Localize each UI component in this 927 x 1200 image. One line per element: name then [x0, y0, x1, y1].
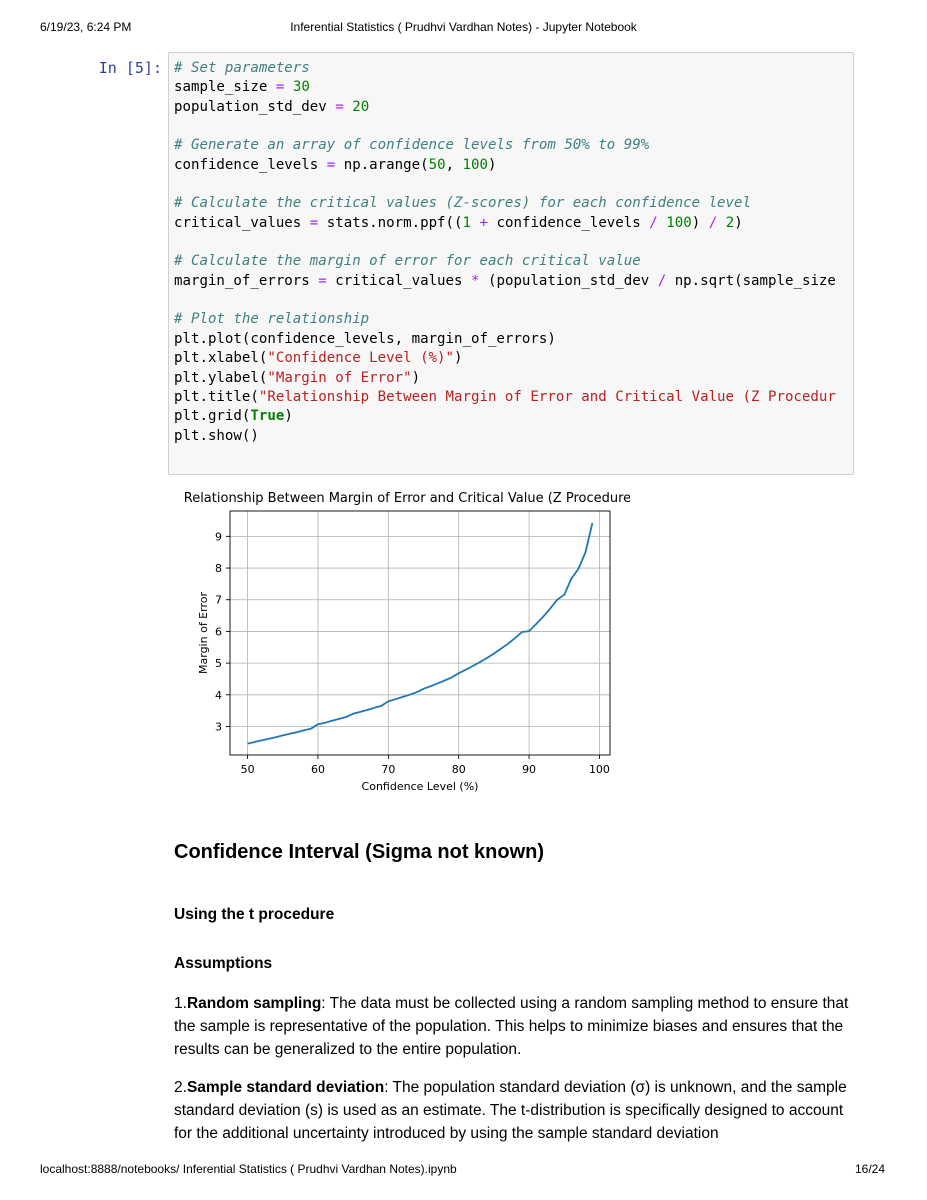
code-line — [174, 369, 853, 388]
code-token: "Margin of Error" — [267, 369, 412, 386]
code-line — [174, 272, 853, 291]
code-token: np.arange( — [335, 156, 429, 173]
code-editor[interactable] — [169, 53, 853, 446]
code-token: "Confidence Level (%)" — [267, 350, 455, 367]
x-tick-label: 90 — [522, 763, 537, 776]
code-token: / — [708, 214, 718, 231]
code-token: / — [657, 272, 667, 289]
x-tick-label: 100 — [588, 763, 610, 776]
section-heading: Confidence Interval (Sigma not known) — [174, 841, 545, 863]
code-token — [658, 215, 667, 231]
code-token: ) — [488, 156, 497, 173]
code-line — [174, 59, 853, 78]
code-line — [174, 427, 853, 446]
y-tick-label: 5 — [215, 657, 222, 671]
series-line — [248, 523, 593, 744]
list-number: 1. — [174, 995, 187, 1012]
x-tick-label: 50 — [240, 763, 255, 776]
code-token: # Calculate the margin of error for each critical value — [174, 253, 641, 270]
y-tick-label: 4 — [215, 688, 222, 702]
code-token: True — [250, 408, 285, 425]
code-token: stats.norm.ppf(( — [318, 214, 463, 231]
chart-title: Relationship Between Margin of Error and Critical Value (Z Procedure) — [183, 491, 630, 506]
x-tick-label: 70 — [381, 763, 396, 776]
code-token: # Generate an array of confidence levels from 50% to 99% — [174, 137, 650, 154]
code-token: "Relationship Between Margin of Error and Critical Value (Z Procedur — [258, 388, 836, 405]
code-cell[interactable] — [168, 52, 854, 475]
y-tick-label: 6 — [215, 625, 222, 639]
code-token: # Calculate the critical values (Z-scores) for each confidence level — [174, 195, 751, 212]
x-axis-label: Confidence Level (%) — [361, 780, 479, 793]
code-token: 1 — [462, 214, 472, 231]
code-token: # Set parameters — [174, 60, 310, 76]
code-token: 50 — [428, 156, 446, 173]
code-token: , — [445, 156, 463, 173]
code-token: sample_size — [174, 79, 276, 96]
code-token: = — [318, 272, 327, 289]
line-chart — [170, 485, 630, 800]
code-token: ) — [411, 369, 421, 386]
cell-prompt: In [5]: — [98, 59, 162, 77]
plot-frame — [230, 511, 610, 755]
code-token: plt.show() — [174, 427, 259, 444]
y-tick-label: 7 — [215, 593, 222, 607]
code-line — [174, 194, 853, 213]
code-line — [174, 310, 853, 329]
code-token: # Plot the relationship — [174, 311, 370, 328]
assumption-text: : The data must be collected using a random sampling method to ensure that the sample is representative of the population. This helps to minimize biases and ensures that the results can be generalized to the entire population. — [174, 995, 849, 1058]
y-tick-label: 8 — [215, 562, 222, 576]
code-token: confidence_levels — [174, 156, 327, 173]
code-token — [717, 215, 726, 231]
code-token — [344, 99, 353, 115]
code-token: ) — [691, 214, 709, 231]
code-token: = — [275, 79, 285, 96]
code-line — [174, 98, 853, 117]
assumption-paragraph-1 — [174, 992, 854, 1061]
code-line — [174, 233, 853, 252]
code-token: plt.plot(confidence_levels, margin_of_errors) — [174, 330, 556, 347]
code-line — [174, 214, 853, 233]
y-tick-label: 3 — [215, 720, 222, 734]
code-token: population_std_dev — [174, 98, 336, 115]
code-token: margin_of_errors — [174, 272, 319, 289]
print-title: Inferential Statistics ( Prudhvi Vardhan Notes) - Jupyter Notebook — [290, 20, 637, 34]
code-token: = — [335, 98, 344, 115]
list-number: 2. — [174, 1079, 187, 1096]
subheading-t-procedure: Using the t procedure — [174, 906, 335, 923]
code-line — [174, 136, 853, 155]
page-number: 16/24 — [854, 1162, 885, 1176]
assumption-title: Random sampling — [186, 995, 322, 1012]
code-token: ) — [734, 214, 743, 231]
code-line — [174, 175, 853, 194]
code-token: (population_std_dev — [479, 272, 658, 289]
x-tick-label: 80 — [451, 763, 466, 776]
code-token: / — [649, 214, 658, 231]
chart-output — [170, 485, 630, 800]
assumption-title: Sample standard deviation — [186, 1079, 385, 1096]
code-line — [174, 407, 853, 426]
y-tick-label: 9 — [215, 530, 222, 544]
x-tick-label: 60 — [310, 763, 325, 776]
code-token: plt.ylabel( — [174, 369, 268, 386]
code-token: plt.grid( — [174, 408, 251, 425]
code-token: plt.title( — [174, 388, 259, 405]
code-token: 100 — [462, 156, 489, 173]
code-token: plt.xlabel( — [174, 350, 268, 367]
print-header — [0, 20, 927, 36]
code-token: 30 — [292, 79, 310, 96]
code-token: ) — [284, 408, 293, 425]
code-line — [174, 388, 853, 407]
print-url: localhost:8888/notebooks/ Inferential Statistics ( Prudhvi Vardhan Notes).ipynb — [40, 1162, 457, 1176]
code-token: + — [479, 214, 489, 231]
code-line — [174, 252, 853, 271]
code-token: 100 — [666, 214, 692, 231]
code-token: 2 — [725, 214, 735, 231]
assumption-text: : The population standard deviation (σ) is unknown, and the sample standard deviation (s) is used as an estimate. The t-distribution is specifically designed to account for the additional uncertainty introduced by using the sample standard deviation — [174, 1079, 847, 1142]
code-token — [471, 215, 480, 231]
code-line — [174, 78, 853, 97]
code-line — [174, 349, 853, 368]
code-line — [174, 291, 853, 310]
code-token: confidence_levels — [488, 214, 650, 231]
assumption-paragraph-2 — [174, 1076, 854, 1145]
code-token: critical_values — [174, 214, 310, 231]
code-token: = — [326, 156, 336, 173]
code-token: np.sqrt(sample_size — [666, 272, 836, 289]
code-token: critical_values — [326, 272, 471, 289]
code-token — [284, 79, 293, 95]
code-token: 20 — [352, 98, 370, 115]
print-footer — [0, 1162, 927, 1178]
code-token: * — [471, 272, 480, 289]
code-line — [174, 156, 853, 175]
code-line — [174, 330, 853, 349]
print-date: 6/19/23, 6:24 PM — [40, 20, 132, 34]
code-token: ) — [454, 350, 463, 367]
code-line — [174, 117, 853, 136]
y-axis-label: Margin of Error — [197, 592, 210, 674]
subheading-assumptions: Assumptions — [174, 955, 273, 972]
code-token: = — [309, 214, 319, 231]
